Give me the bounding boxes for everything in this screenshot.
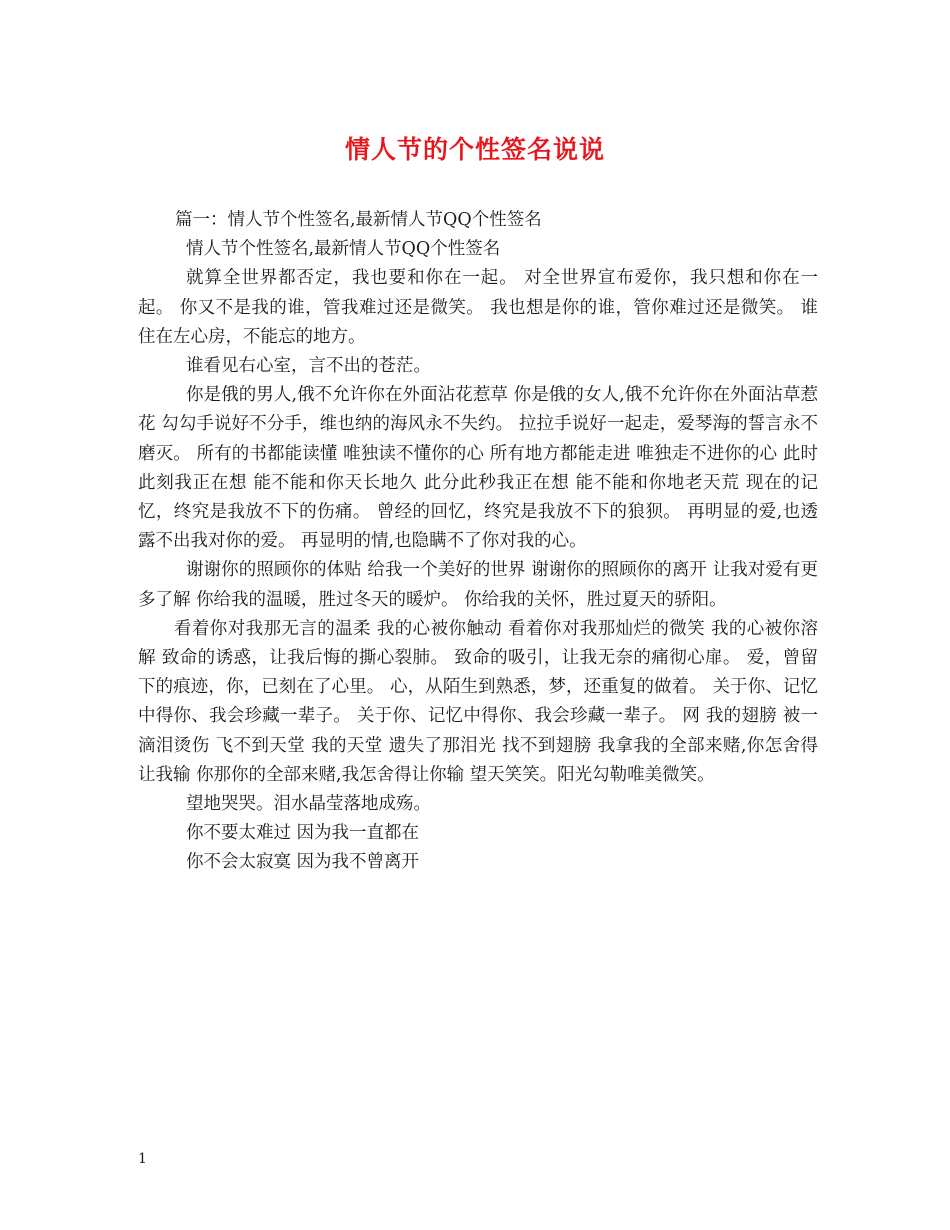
paragraph-9: 你不要太难过 因为我一直都在 (186, 823, 420, 844)
paragraph-10: 你不会太寂寞 因为我不曾离开 (186, 852, 420, 873)
paragraph-7: 看着你对我那无言的温柔 我的心被你触动 看着你对我那灿烂的微笑 我的心被你溶解 致命的诱惑，让我后悔的撕心裂肺。 致命的吸引，让我无奈的痛彻心扉。 爱，曾留下的痕迹，你，已刻在了心里。 心，从陌生到熟悉，梦，还重复的做着。 关于你、记忆中得你、我会珍藏一辈子。 关于你、记忆中得你、我会珍藏一辈子。 网 我的翅膀 被一滴泪烫伤 飞不到天堂 我的天堂 遗失了那泪光 找不到翅膀 我拿我的全部来赌,你怎舍得让我输 你那你的全部来赌,我怎舍得让你输 望天笑笑。阳光勾勒唯美微笑。 (138, 618, 818, 785)
paragraph-3: 就算全世界都否定，我也要和你在一起。 对全世界宣布爱你，我只想和你在一起。 你又不是我的谁，管我难过还是微笑。 我也想是你的谁，管你难过还是微笑。 谁住在左心房，不能忘的地方。 (138, 268, 818, 347)
document-title: 情人节的个性签名说说 (344, 135, 605, 164)
paragraph-2: 情人节个性签名,最新情人节QQ个性签名 (186, 239, 501, 260)
paragraph-5: 你是俄的男人,俄不允许你在外面沾花惹草 你是俄的女人,俄不允许你在外面沾草惹花 勾勾手说好不分手，维也纳的海风永不失约。 拉拉手说好一起走，爱琴海的誓言永不磨灭。 所有的书都能读懂 唯独读不懂你的心 所有地方都能走进 唯独走不进你的心 此时此刻我正在想 能不能和你天长地久 此分此秒我正在想 能不能和你地老天荒 现在的记忆，终究是我放不下的伤痛。 曾经的回忆，终究是我放不下的狼狈。 再明显的爱,也透露不出我对你的爱。 再显明的情,也隐瞒不了你对我的心。 (138, 385, 818, 552)
paragraph-8: 望地哭哭。泪水晶莹落地成殇。 (186, 794, 431, 815)
paragraph-1: 篇一：情人节个性签名,最新情人节QQ个性签名 (175, 210, 542, 230)
document-body (138, 206, 818, 878)
page-number: 1 (138, 1151, 147, 1167)
paragraph-6: 谢谢你的照顾你的体贴 给我一个美好的世界 谢谢你的照顾你的离开 让我对爱有更多了解 你给我的温暖，胜过冬天的暖炉。 你给我的关怀，胜过夏天的骄阳。 (138, 560, 818, 610)
paragraph-4: 谁看见右心室，言不出的苍茫。 (186, 356, 431, 377)
